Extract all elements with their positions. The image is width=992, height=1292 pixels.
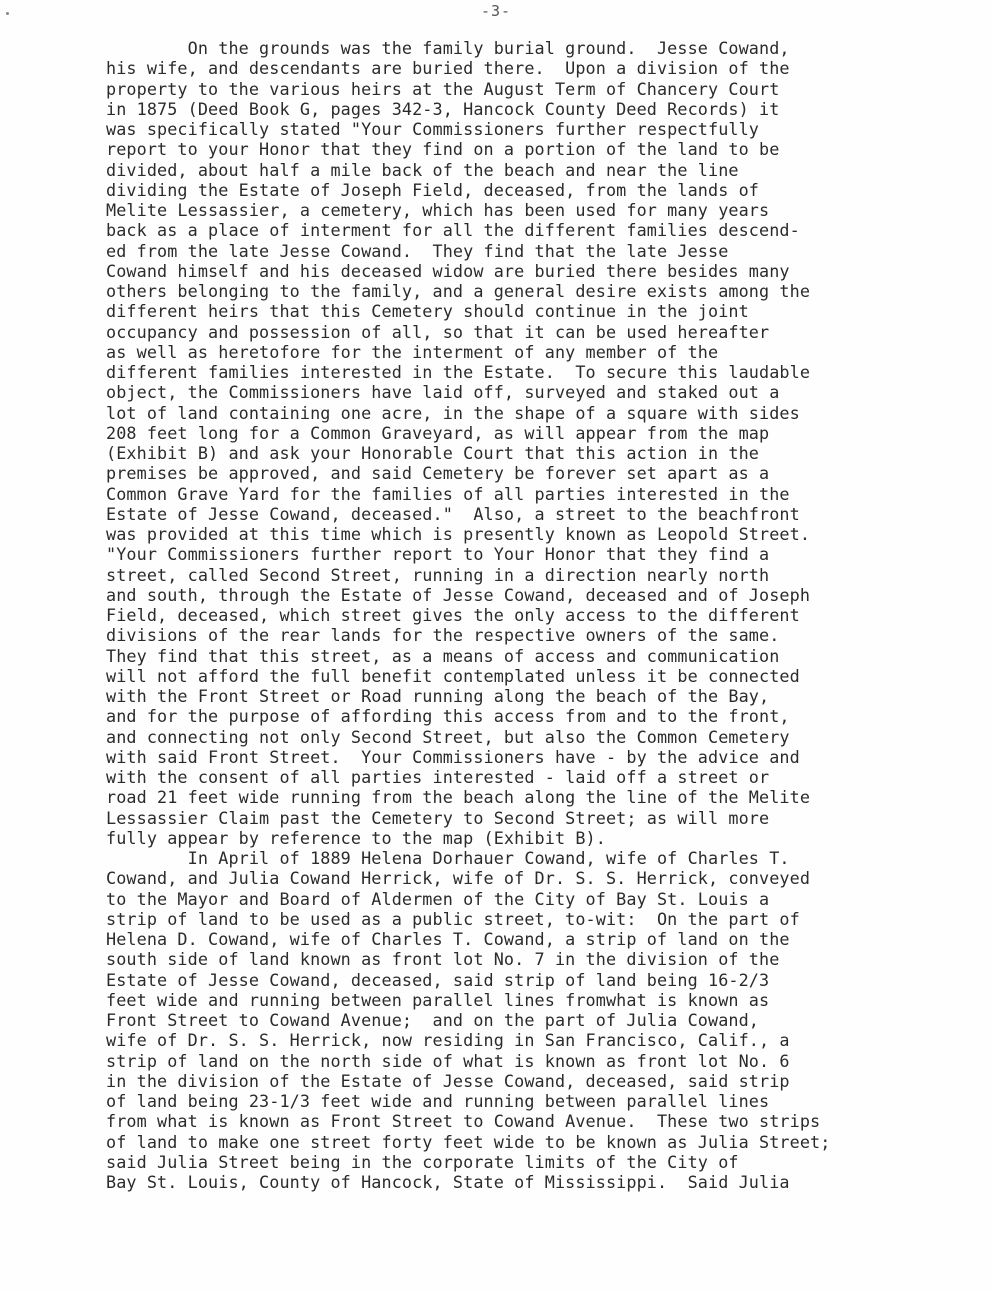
paragraph-burial-ground <box>106 38 810 848</box>
text-line: his wife, and descendants are buried there. Upon a division of the <box>106 58 790 79</box>
text-line: 208 feet long for a Common Graveyard, as will appear from the map <box>106 422 770 443</box>
text-line: Common Grave Yard for the families of all parties interested in the <box>106 483 790 504</box>
text-line: different families interested in the Estate. To secure this laudable <box>106 362 811 382</box>
text-line: divided, about half a mile back of the beach and near the line <box>106 159 739 180</box>
text-line: with said Front Street. Your Commissioners have - by the advice and <box>106 746 800 767</box>
text-line: On the grounds was the family burial ground. Jesse Cowand, <box>106 38 790 58</box>
text-line: report to your Honor that they find on a portion of the land to be <box>106 139 780 160</box>
text-line: (Exhibit B) and ask your Honorable Court that this action in the <box>106 443 760 463</box>
text-line: back as a place of interment for all the different families descend- <box>106 220 800 241</box>
text-line: others belonging to the family, and a general desire exists among the <box>106 281 811 301</box>
text-line: occupancy and possession of all, so that it can be used hereafter <box>106 321 770 342</box>
text-line: ed from the late Jesse Cowand. They find that the late Jesse <box>106 240 729 261</box>
text-line: feet wide and running between parallel lines fromwhat is known as <box>106 989 770 1010</box>
text-line: was specifically stated "Your Commissioners further respectfully <box>106 119 760 139</box>
text-line: Bay St. Louis, County of Hancock, State of Mississippi. Said Julia <box>106 1172 790 1192</box>
text-line: Helena D. Cowand, wife of Charles T. Cowand, a strip of land on the <box>106 929 790 949</box>
text-line: dividing the Estate of Joseph Field, deceased, from the lands of <box>106 179 760 200</box>
text-line: Front Street to Cowand Avenue; and on the part of Julia Cowand, <box>106 1010 760 1030</box>
text-line: They find that this street, as a means of access and communication <box>106 645 780 666</box>
text-line: In April of 1889 Helena Dorhauer Cowand, wife of Charles T. <box>106 848 790 868</box>
text-line: Estate of Jesse Cowand, deceased." Also, a street to the beachfront <box>106 503 800 524</box>
text-line: and connecting not only Second Street, but also the Common Cemetery <box>106 726 790 747</box>
text-line: was provided at this time which is presently known as Leopold Street. <box>106 524 811 544</box>
text-line: in the division of the Estate of Jesse Cowand, deceased, said strip <box>106 1070 790 1091</box>
text-line: Cowand himself and his deceased widow are buried there besides many <box>106 260 790 281</box>
text-line: of land being 23-1/3 feet wide and running between parallel lines <box>106 1091 770 1111</box>
text-line: Field, deceased, which street gives the only access to the different <box>106 605 800 625</box>
page-number: -3- <box>480 2 512 20</box>
text-line: street, called Second Street, running in a direction nearly north <box>106 564 770 585</box>
text-line: south side of land known as front lot No. 7 in the division of the <box>106 949 780 970</box>
text-line: Melite Lessassier, a cemetery, which has been used for many years <box>106 200 770 220</box>
text-line: of land to make one street forty feet wide to be known as Julia Street; <box>106 1131 831 1152</box>
text-line: from what is known as Front Street to Cowand Avenue. These two strips <box>106 1111 821 1132</box>
text-line: fully appear by reference to the map (Exhibit B). <box>106 827 606 848</box>
text-line: said Julia Street being in the corporate limits of the City of <box>106 1151 739 1172</box>
text-line: divisions of the rear lands for the respective owners of the same. <box>106 625 780 646</box>
text-line: Lessassier Claim past the Cemetery to Second Street; as will more <box>106 807 770 828</box>
text-line: strip of land on the north side of what is known as front lot No. 6 <box>106 1050 790 1071</box>
text-line: to the Mayor and Board of Aldermen of the City of Bay St. Louis a <box>106 888 770 909</box>
text-line: object, the Commissioners have laid off, surveyed and staked out a <box>106 382 780 403</box>
text-line: Estate of Jesse Cowand, deceased, said strip of land being 16-2/3 <box>106 969 770 990</box>
text-line: wife of Dr. S. S. Herrick, now residing in San Francisco, Calif., a <box>106 1030 790 1051</box>
text-line: and south, through the Estate of Jesse Cowand, deceased and of Joseph <box>106 584 811 605</box>
text-line: as well as heretofore for the interment of any member of the <box>106 341 719 362</box>
text-line: lot of land containing one acre, in the shape of a square with sides <box>106 402 800 423</box>
paragraph-julia-street <box>106 848 830 1192</box>
text-line: with the Front Street or Road running along the beach of the Bay, <box>106 686 770 706</box>
text-line: different heirs that this Cemetery should continue in the joint <box>106 301 749 322</box>
text-line: will not afford the full benefit contemplated unless it be connected <box>106 665 800 686</box>
text-line: and for the purpose of affording this access from and to the front, <box>106 706 790 727</box>
text-line: strip of land to be used as a public street, to-wit: On the part of <box>106 908 800 929</box>
text-line: road 21 feet wide running from the beach along the line of the Melite <box>106 787 811 808</box>
text-line: with the consent of all parties interested - laid off a street or <box>106 767 770 787</box>
text-line: property to the various heirs at the August Term of Chancery Court <box>106 78 780 99</box>
text-line: Cowand, and Julia Cowand Herrick, wife of Dr. S. S. Herrick, conveyed <box>106 868 811 889</box>
text-line: "Your Commissioners further report to Your Honor that they find a <box>106 544 770 565</box>
text-line: in 1875 (Deed Book G, pages 342-3, Hancock County Deed Records) it <box>106 98 780 119</box>
text-line: premises be approved, and said Cemetery be forever set apart as a <box>106 463 770 484</box>
